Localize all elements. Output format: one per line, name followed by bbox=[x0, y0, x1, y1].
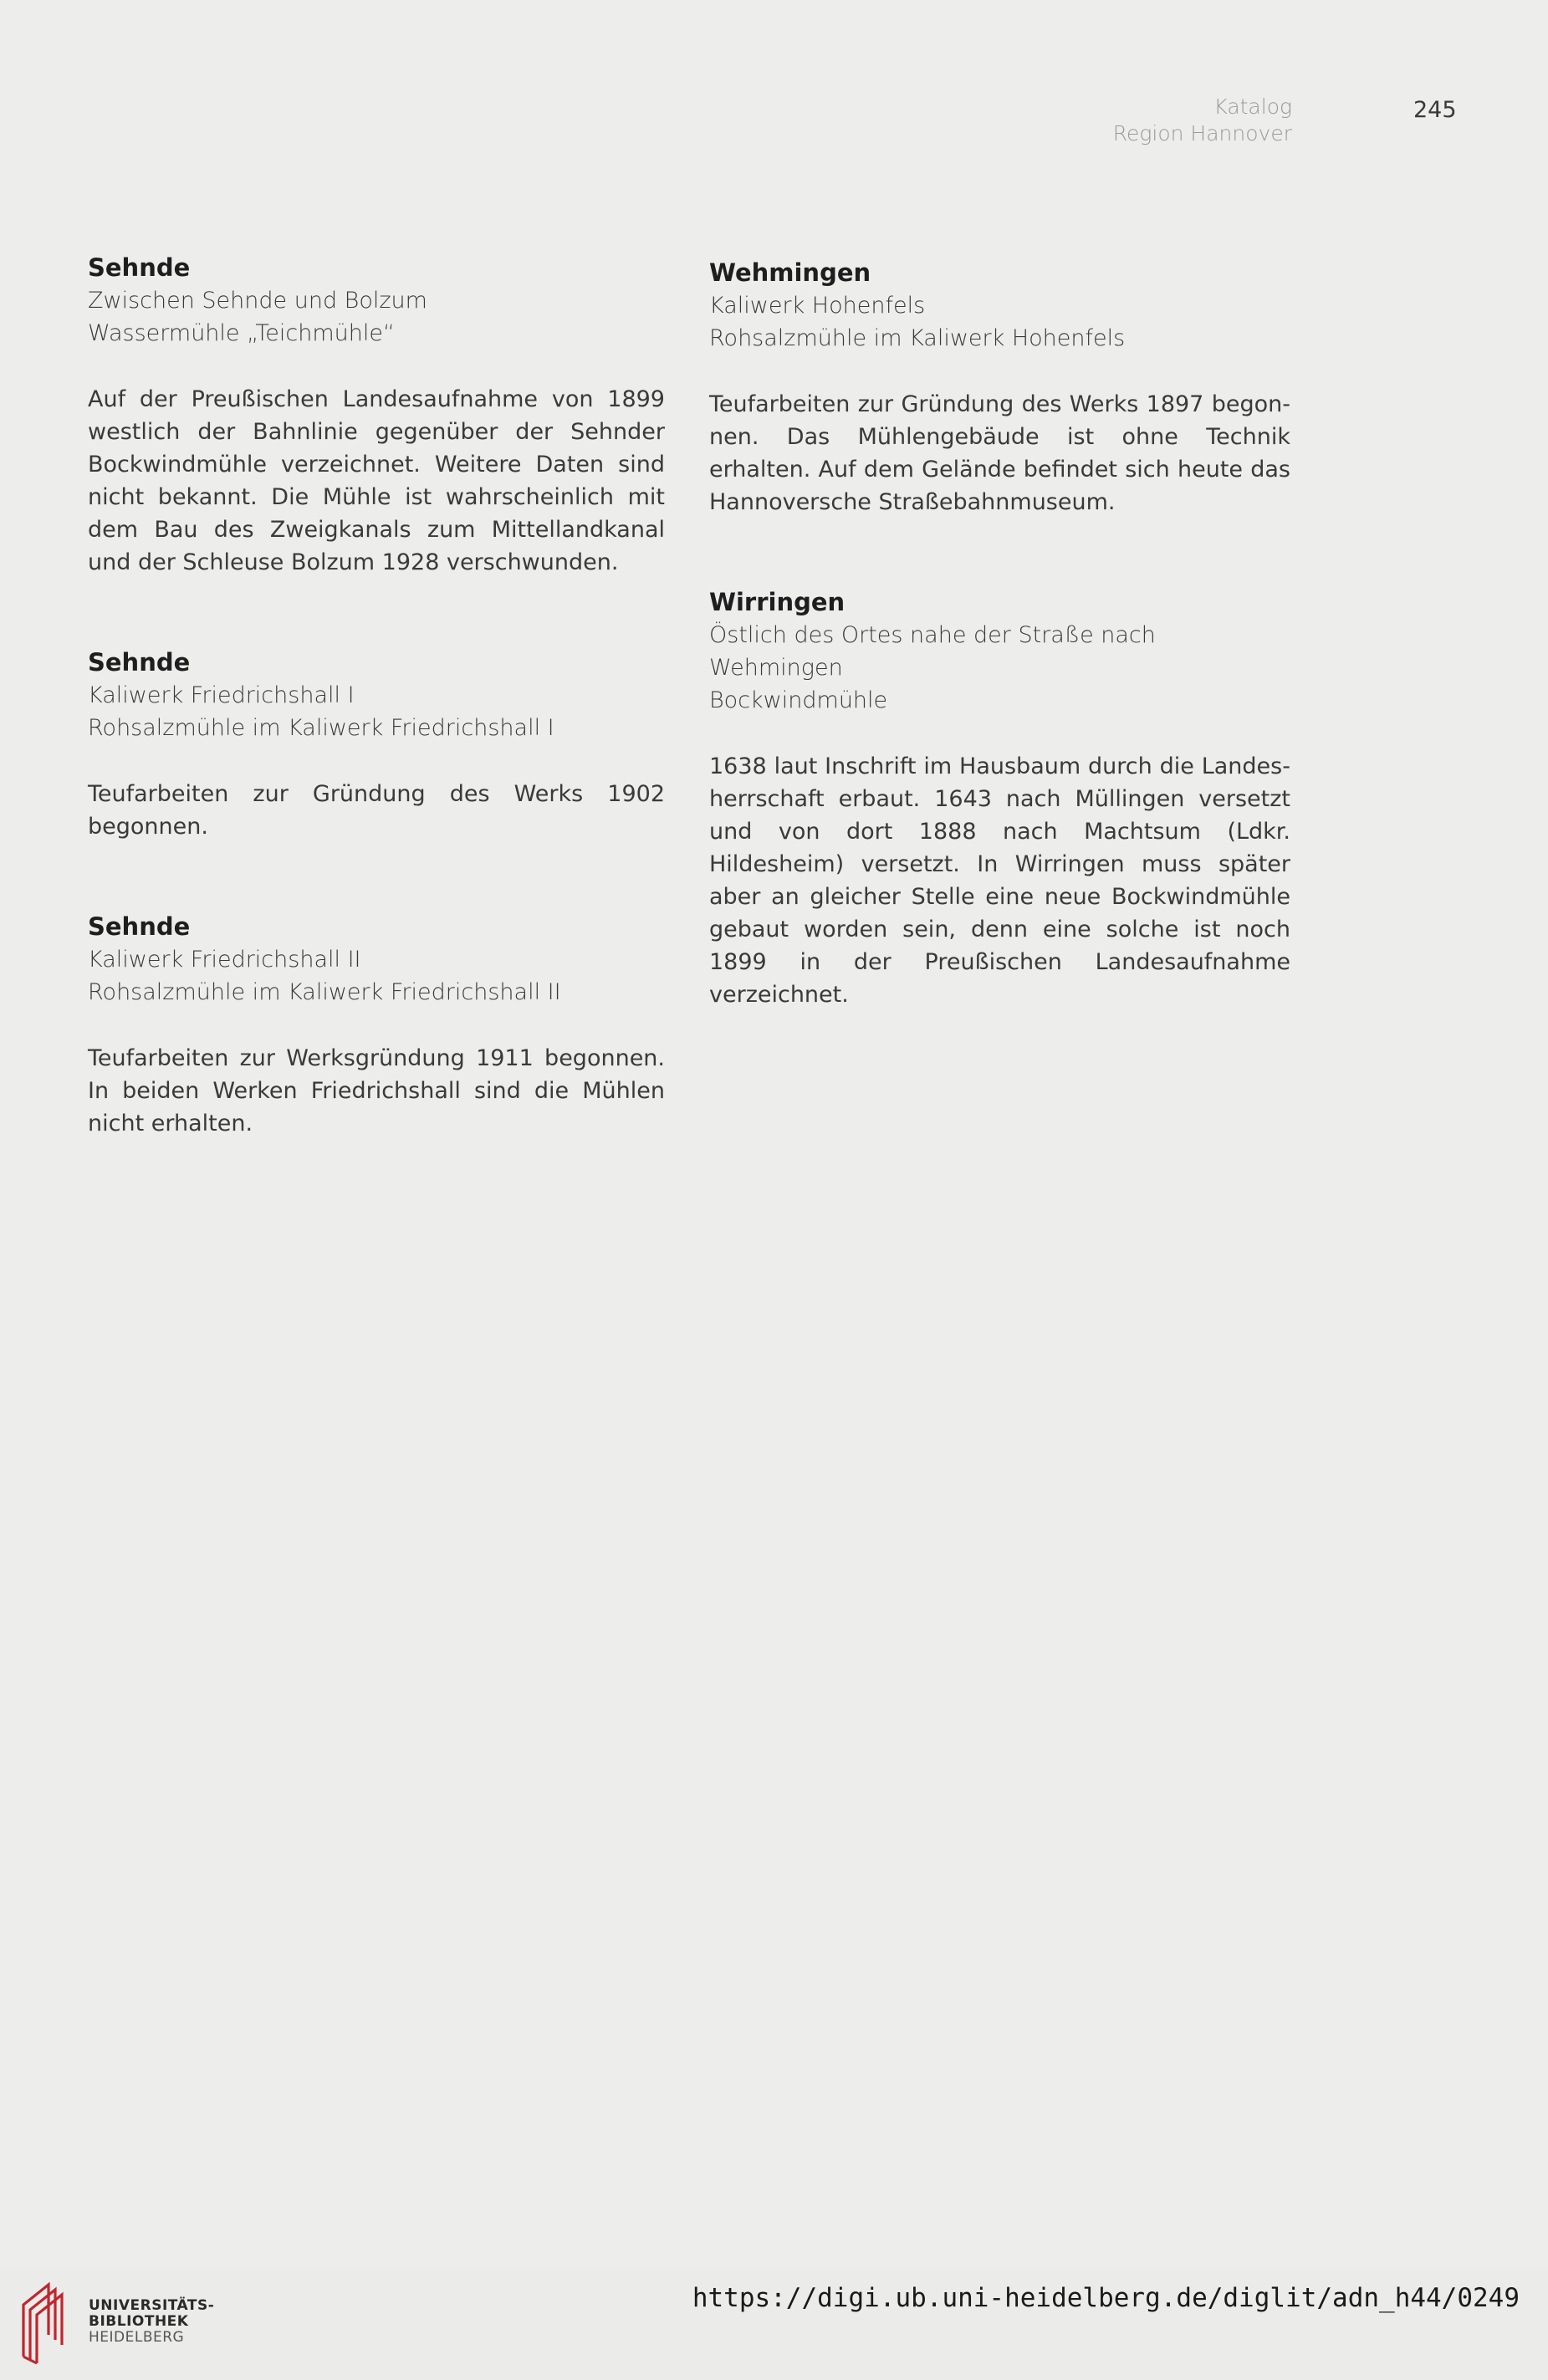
catalog-entry bbox=[88, 910, 665, 1140]
entry-body: Teufarbeiten zur Gründung des Werks 1902 begonnen. bbox=[88, 781, 665, 840]
library-name bbox=[89, 2298, 214, 2346]
running-head-section: Katalog bbox=[1213, 94, 1292, 119]
library-name-line2: BIBLIOTHEK bbox=[89, 2313, 189, 2330]
entry-body: Auf der Preußischen Landesaufnahme von 1899 westlich der Bahnlinie gegenüber der Sehnder Bockwindmühle verzeichnet. Weitere Daten sind nicht bekannt. Die Mühle ist wahrscheinlich mit dem Bau des Zweigkanals zum Mittellandkanal und der Schleuse Bolzum 1928 verschwunden. bbox=[88, 386, 665, 575]
entry-location: Zwischen Sehnde und Bolzum bbox=[88, 288, 427, 314]
catalog-entry bbox=[709, 256, 1290, 518]
entry-type: Rohsalzmühle im Kaliwerk Friedrichshall I bbox=[88, 715, 554, 741]
page-number: 245 bbox=[1413, 97, 1457, 123]
entry-title: Wehmingen bbox=[709, 258, 871, 287]
entry-location: Kaliwerk Friedrichshall II bbox=[88, 947, 361, 973]
entry-body: 1638 laut Inschrift im Hausbaum durch die Landesherrschaft erbaut. 1643 nach Müllingen versetzt und von dort 1888 nach Machtsum (Ldkr. Hildesheim) versetzt. In Wirringen muss später aber an gleicher Stelle eine neue Bockwindmühle gebaut worden sein, denn eine solche ist noch 1899 in der Preußischen Landesaufnahme verzeichnet. bbox=[709, 753, 1290, 1008]
left-column bbox=[88, 251, 665, 1207]
running-head-region: Region Hannover bbox=[1112, 121, 1292, 146]
entry-location: Kaliwerk Hohenfels bbox=[709, 293, 926, 319]
entry-body: Teufarbeiten zur Gründung des Werks 1897 begonnen. Das Mühlengebäude ist ohne Technik erhalten. Auf dem Gelände befindet sich heute das Hannoversche Straßebahnmuseum. bbox=[709, 391, 1290, 515]
digitization-url-link[interactable]: https://digi.ub.uni-heidelberg.de/diglit/adn_h44/0249 bbox=[692, 2283, 1520, 2313]
library-name-line3: HEIDELBERG bbox=[89, 2329, 185, 2346]
entry-title: Sehnde bbox=[88, 912, 191, 941]
entry-type: Bockwindmühle bbox=[709, 687, 888, 713]
catalog-entry bbox=[709, 585, 1290, 1011]
catalog-entry bbox=[88, 646, 665, 843]
right-column bbox=[709, 256, 1290, 1078]
entry-location: Östlich des Ortes nahe der Straße nach Wehmingen bbox=[709, 622, 1156, 681]
entry-type: Wassermühle „Teichmühle“ bbox=[88, 320, 395, 346]
entry-title: Sehnde bbox=[88, 648, 191, 677]
entry-location: Kaliwerk Friedrichshall I bbox=[88, 682, 355, 708]
library-name-line1: UNIVERSITÄTS- bbox=[89, 2297, 215, 2314]
entry-title: Wirringen bbox=[709, 588, 846, 616]
entry-type: Rohsalzmühle im Kaliwerk Hohenfels bbox=[709, 325, 1126, 351]
entry-type: Rohsalzmühle im Kaliwerk Friedrichshall II bbox=[88, 979, 561, 1005]
entry-body: Teufarbeiten zur Werksgründung 1911 begonnen. In beiden Werken Friedrichshall sind die Mühlen nicht erhalten. bbox=[88, 1045, 665, 1136]
catalog-entry bbox=[88, 251, 665, 579]
university-library-logo-icon bbox=[15, 2276, 82, 2365]
entry-title: Sehnde bbox=[88, 253, 191, 282]
running-head bbox=[1113, 94, 1292, 147]
